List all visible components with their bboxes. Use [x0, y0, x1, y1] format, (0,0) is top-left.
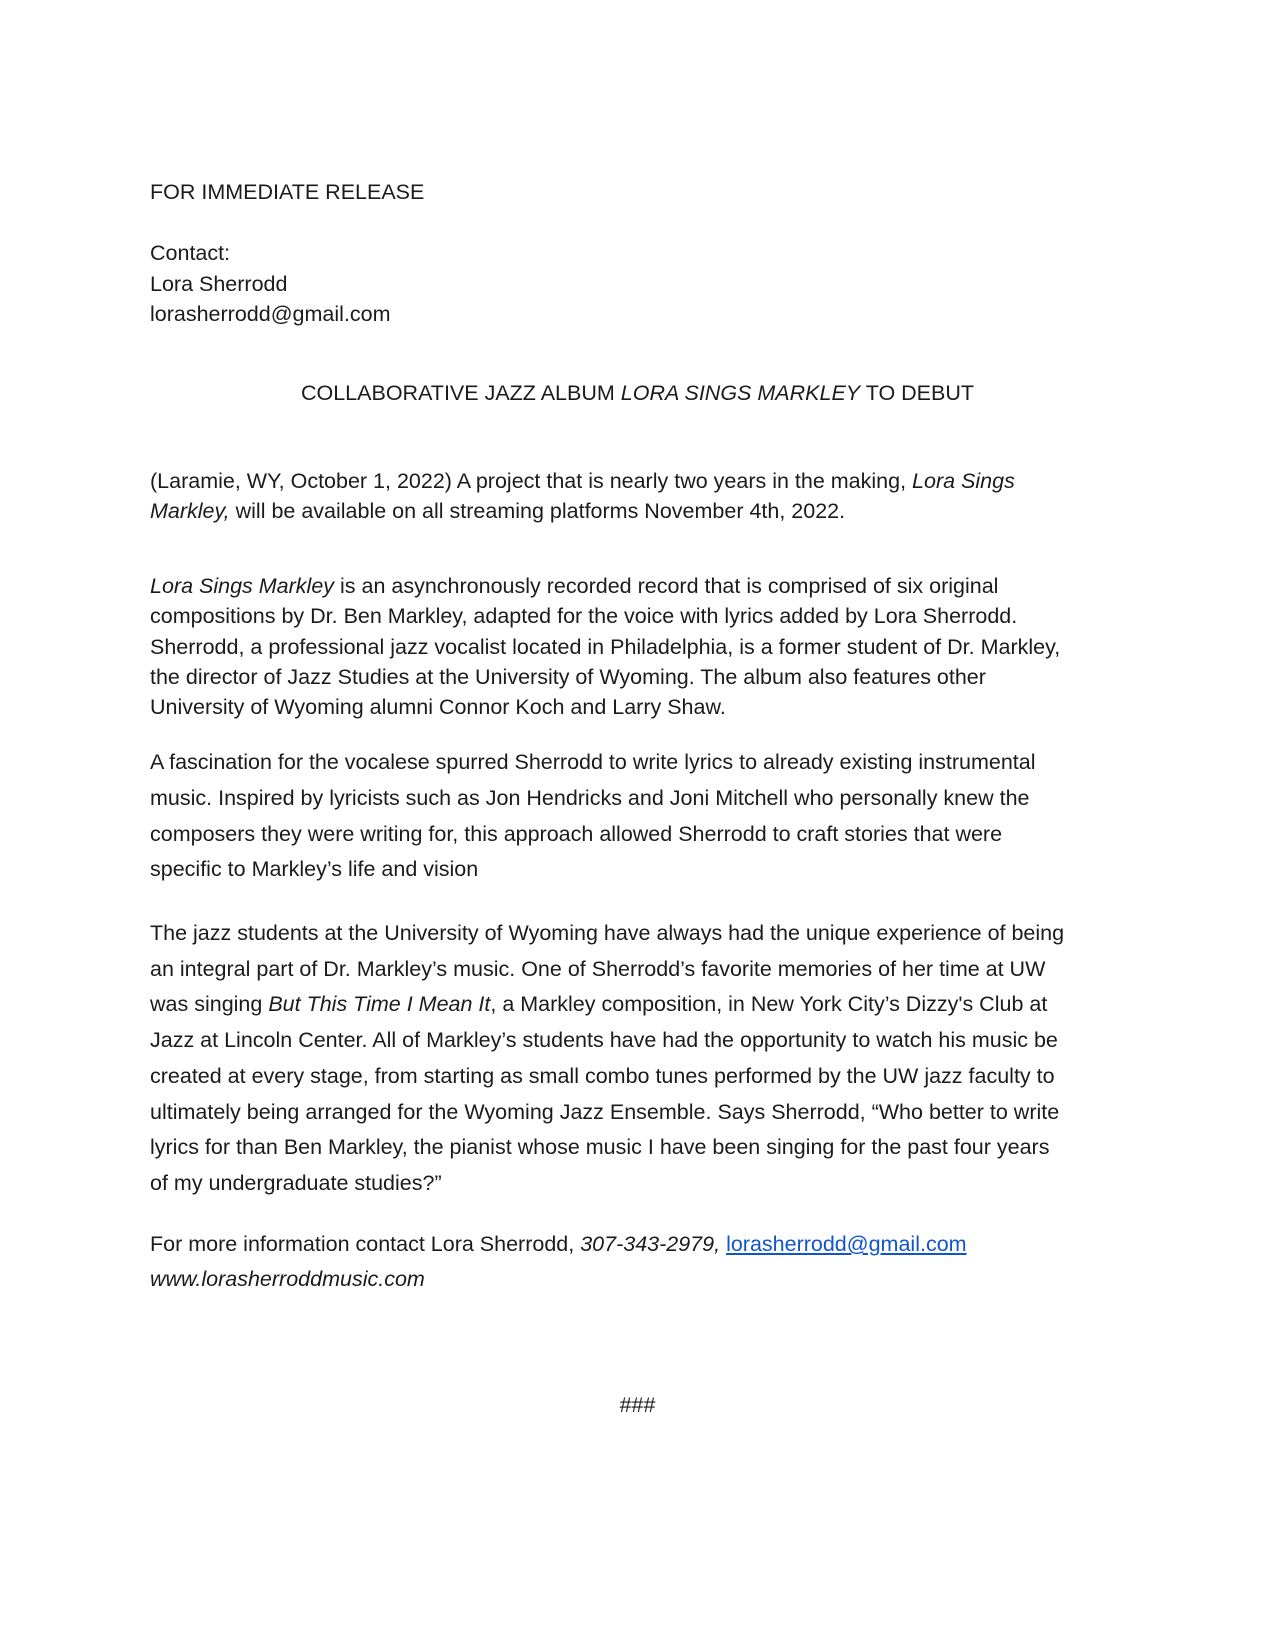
contact-block: [150, 238, 1135, 330]
album-title: Lora Sings Markley: [150, 574, 335, 598]
paragraph-line: A fascination for the vocalese spurred Sherrodd to write lyrics to already existing instrumental: [150, 750, 1036, 774]
intro-text: (Laramie, WY, October 1, 2022) A project that is nearly two years in the making,: [150, 469, 913, 493]
paragraph-intro: [150, 466, 1135, 526]
headline: [0, 378, 1275, 408]
paragraph-line: an integral part of Dr. Markley’s music. One of Sherrodd’s favorite memories of her time at UW: [150, 956, 1046, 981]
paragraph-line: compositions by Dr. Ben Markley, adapted for the voice with lyrics added by Lora Sherrodd.: [150, 604, 1018, 629]
paragraph-line: ultimately being arranged for the Wyoming Jazz Ensemble. Says Sherrodd, “Who better to write: [150, 1099, 1060, 1124]
paragraph-line: composers they were writing for, this approach allowed Sherrodd to craft stories that were: [150, 821, 1003, 846]
paragraph-line: was singing But This Time I Mean It, a Markley composition, in New York City’s Dizzy's Club at: [150, 992, 1048, 1017]
headline-album-title: LORA SINGS MARKLEY: [620, 381, 861, 405]
paragraph-line: [150, 496, 1135, 526]
paragraph-line: Lora Sings Markley is an asynchronously recorded record that is comprised of six original: [150, 574, 999, 598]
release-label-text: FOR IMMEDIATE RELEASE: [150, 180, 425, 204]
paragraph-line: of my undergraduate studies?”: [150, 1170, 442, 1195]
song-title: But This Time I Mean It: [268, 992, 491, 1017]
headline-suffix: TO DEBUT: [860, 381, 975, 405]
contact-name: Lora Sherrodd: [150, 271, 288, 296]
paragraph-students: [150, 916, 1135, 1202]
paragraph-line: The jazz students at the University of Wyoming have always had the unique experience of being: [150, 921, 1065, 945]
paragraph-line: [150, 466, 1135, 496]
paragraph-contact-info: [150, 1227, 1135, 1297]
paragraph-line: music. Inspired by lyricists such as Jon Hendricks and Joni Mitchell who personally knew the: [150, 785, 1030, 810]
paragraph-line: For more information contact Lora Sherrodd, 307-343-2979, lorasherrodd@gmail.com: [150, 1232, 967, 1256]
intro-album-title: Lora Sings: [912, 469, 1015, 493]
contact-email: lorasherrodd@gmail.com: [150, 302, 391, 326]
contact-email-link[interactable]: lorasherrodd@gmail.com: [726, 1232, 967, 1256]
end-mark: ###: [619, 1393, 656, 1417]
release-label: [150, 177, 1135, 207]
contact-phone: 307-343-2979,: [580, 1232, 721, 1256]
intro-text-cont: will be available on all streaming platforms November 4th, 2022.: [229, 499, 846, 523]
paragraph-line: lyrics for than Ben Markley, the pianist whose music I have been singing for the past four years: [150, 1135, 1050, 1160]
paragraph-line: the director of Jazz Studies at the University of Wyoming. The album also features other: [150, 664, 986, 689]
paragraph-line: Jazz at Lincoln Center. All of Markley’s students have had the opportunity to watch his music be: [150, 1028, 1058, 1053]
contact-label: Contact:: [150, 241, 231, 265]
paragraph-album: [150, 571, 1135, 722]
paragraph-line: University of Wyoming alumni Connor Koch and Larry Shaw.: [150, 695, 726, 720]
paragraph-line: Sherrodd, a professional jazz vocalist located in Philadelphia, is a former student of Dr. Markley,: [150, 634, 1061, 659]
headline-prefix: COLLABORATIVE JAZZ ALBUM: [300, 381, 621, 405]
intro-album-title-cont: Markley,: [150, 499, 230, 523]
paragraph-vocalese: [150, 745, 1135, 888]
paragraph-line: created at every stage, from starting as small combo tunes performed by the UW jazz faculty to: [150, 1063, 1055, 1088]
paragraph-line: specific to Markley’s life and vision: [150, 857, 479, 882]
website-link: www.lorasherroddmusic.com: [150, 1267, 425, 1291]
paragraph-line: [150, 1262, 1135, 1297]
